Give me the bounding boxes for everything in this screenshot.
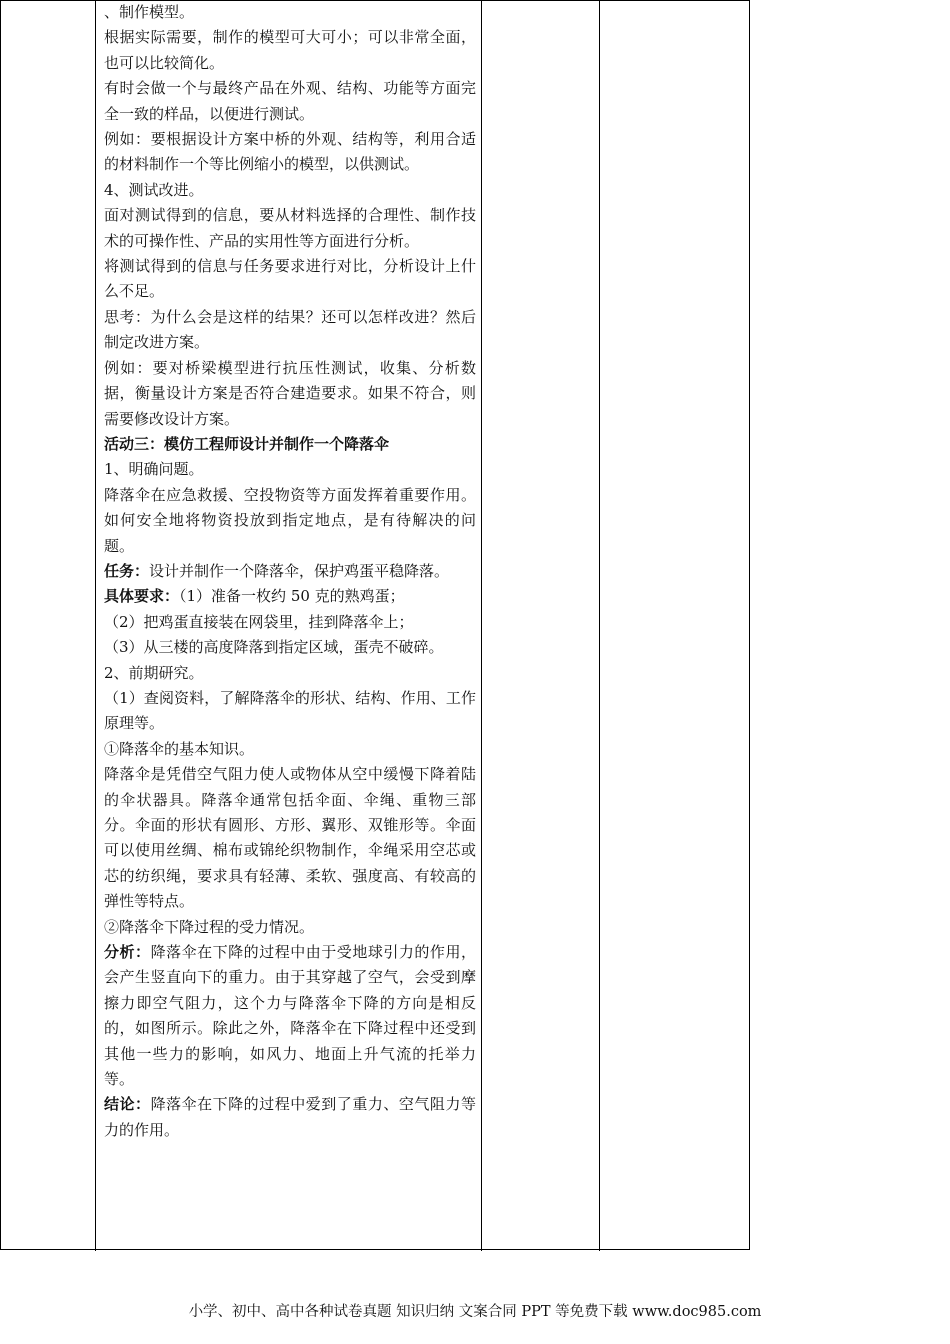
paragraph: 例如：要根据设计方案中桥的外观、结构等，利用合适的材料制作一个等比例缩小的模型，以供测试。 xyxy=(104,130,476,174)
paragraph: 4、测试改进。 xyxy=(104,180,204,199)
paragraph: （2）把鸡蛋直接装在网袋里，挂到降落伞上； xyxy=(104,612,414,631)
bold-label: 具体要求： xyxy=(104,587,180,606)
bold-label: 分析： xyxy=(104,943,151,962)
lesson-content xyxy=(104,0,476,1143)
bold-label: 结论： xyxy=(104,1095,151,1114)
paragraph-text: 降落伞在下降的过程中爱到了重力、空气阻力等力的作用。 xyxy=(104,1095,476,1139)
paragraph xyxy=(104,584,476,609)
paragraph: 有时会做一个与最终产品在外观、结构、功能等方面完全一致的样品，以便进行测试。 xyxy=(104,79,476,123)
page-footer: 小学、初中、高中各种试卷真题 知识归纳 文案合同 PPT 等免费下载 www.doc985.com xyxy=(188,1304,762,1320)
paragraph: 面对测试得到的信息，要从材料选择的合理性、制作技术的可操作性、产品的实用性等方面进行分析。 xyxy=(104,206,476,250)
paragraph xyxy=(104,940,476,1092)
paragraph: 根据实际需要，制作的模型可大可小；可以非常全面，也可以比较简化。 xyxy=(104,28,476,72)
paragraph: ①降落伞的基本知识。 xyxy=(104,739,255,758)
column-divider xyxy=(599,1,600,1251)
paragraph-text: 降落伞在下降的过程中由于受地球引力的作用，会产生竖直向下的重力。由于其穿越了空气，会受到摩擦力即空气阻力，这个力与降落伞下降的方向是相反的，如图所示。除此之外，降落伞在下降过程中还受到其他一些力的影响，如风力、地面上升气流的托举力等。 xyxy=(104,943,476,1089)
section-heading: 活动三：模仿工程师设计并制作一个降落伞 xyxy=(104,434,390,453)
paragraph-text: 设计并制作一个降落伞，保护鸡蛋平稳降落。 xyxy=(149,561,450,580)
paragraph: 2、前期研究。 xyxy=(104,663,204,682)
paragraph: （3）从三楼的高度降落到指定区域，蛋壳不破碎。 xyxy=(104,638,444,657)
column-divider xyxy=(481,1,482,1251)
paragraph xyxy=(104,1092,476,1143)
paragraph: 1、明确问题。 xyxy=(104,460,204,479)
column-divider xyxy=(95,1,96,1251)
paragraph: ②降落伞下降过程的受力情况。 xyxy=(104,917,315,936)
paragraph: 降落伞在应急救援、空投物资等方面发挥着重要作用。如何安全地将物资投放到指定地点，是有待解决的问题。 xyxy=(104,485,476,555)
paragraph: 例如：要对桥梁模型进行抗压性测试，收集、分析数据，衡量设计方案是否符合建造要求。如果不符合，则需要修改设计方案。 xyxy=(104,358,476,428)
paragraph: 将测试得到的信息与任务要求进行对比，分析设计上什么不足。 xyxy=(104,257,476,301)
paragraph-text: （1）准备一枚约 50 克的熟鸡蛋； xyxy=(179,587,405,606)
paragraph: 、制作模型。 xyxy=(104,3,195,21)
paragraph xyxy=(104,559,476,584)
bold-label: 任务： xyxy=(104,561,150,580)
paragraph: 思考：为什么会是这样的结果？还可以怎样改进？然后制定改进方案。 xyxy=(104,307,476,352)
paragraph: （1）查阅资料，了解降落伞的形状、结构、作用、工作原理等。 xyxy=(104,688,476,733)
paragraph: 降落伞是凭借空气阻力使人或物体从空中缓慢下降着陆的伞状器具。降落伞通常包括伞面、伞绳、重物三部分。伞面的形状有圆形、方形、翼形、双锥形等。伞面可以使用丝绸、棉布或锦纶织物制作，伞绳采用空芯或芯的纺织绳，要求具有轻薄、柔软、强度高、有较高的弹性等特点。 xyxy=(104,765,476,911)
